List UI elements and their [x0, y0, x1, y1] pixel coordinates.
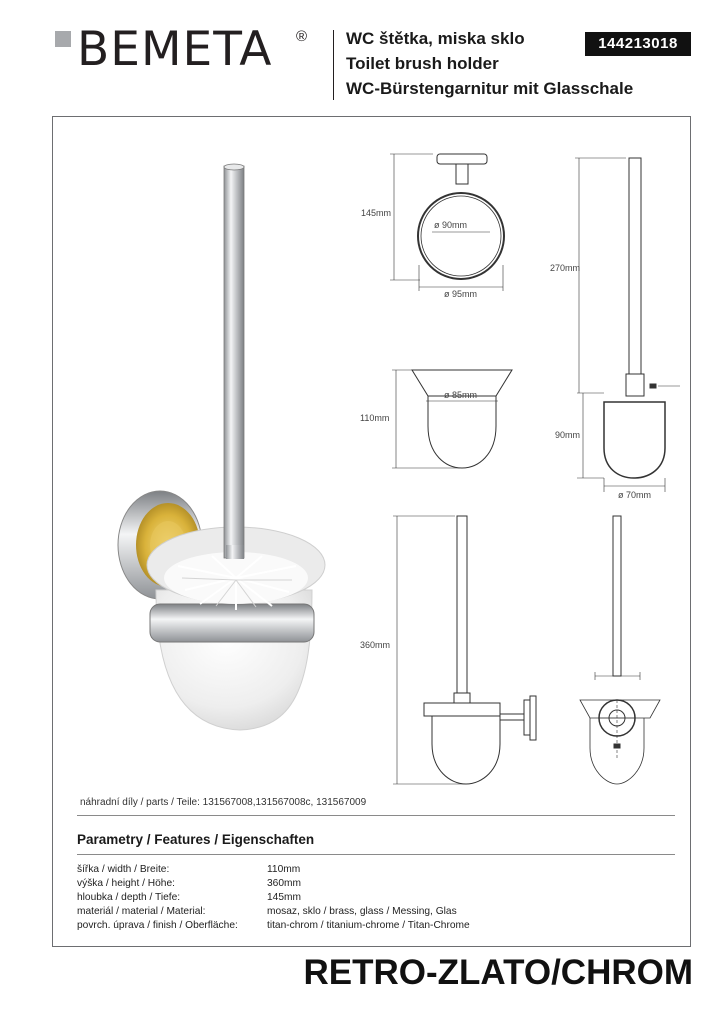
product-photo: [118, 164, 325, 730]
spec-value-depth: 145mm: [267, 892, 301, 903]
spec-label-width: šířka / width / Breite:: [77, 864, 170, 875]
dim-brush-length: 270mm: [550, 263, 581, 273]
product-code: 144213018: [585, 32, 691, 56]
spec-value-height: 360mm: [267, 878, 301, 889]
spec-value-material: mosaz, sklo / brass, glass / Messing, Glas: [267, 906, 457, 917]
title-german: WC-Bürstengarnitur mit Glasschale: [346, 79, 634, 98]
chrome-ring: [150, 604, 314, 642]
dim-head-diameter: ø 70mm: [618, 490, 652, 500]
divider-params: [77, 854, 675, 855]
spec-value-finish: titan-chrom / titanium-chrome / Titan-Chrome: [267, 920, 470, 931]
registered-mark: ®: [296, 28, 308, 45]
title-english: Toilet brush holder: [346, 54, 499, 73]
dim-holder-height: 145mm: [361, 208, 392, 218]
params-title: Parametry / Features / Eigenschaften: [77, 832, 315, 847]
dim-ring-inner: ø 90mm: [434, 220, 468, 230]
drawing-assembly-front: [580, 516, 660, 784]
dim-brush-head: 90mm: [555, 430, 581, 440]
title-czech: WC štětka, miska sklo: [346, 29, 525, 48]
drawing-bowl: [392, 370, 512, 468]
spare-parts-line: náhradní díly / parts / Teile: 131567008,131567008c, 131567009: [80, 797, 367, 808]
spec-label-finish: povrch. úprava / finish / Oberfläche:: [77, 920, 238, 931]
brush-handle: [224, 166, 244, 558]
brand-logo: BEMETA: [77, 22, 273, 77]
spec-value-width: 110mm: [267, 864, 301, 875]
spec-label-material: materiál / material / Material:: [77, 906, 206, 917]
dim-ring-outer: ø 95mm: [444, 289, 478, 299]
spec-label-height: výška / height / Höhe:: [77, 878, 175, 889]
divider-top: [77, 815, 675, 816]
dim-bowl-height: 110mm: [360, 413, 390, 423]
spec-label-depth: hloubka / depth / Tiefe:: [77, 892, 181, 903]
drawing-brush-side: [575, 158, 680, 492]
dim-total-height: 360mm: [360, 640, 391, 650]
drawing-assembly-side: [393, 516, 536, 784]
finish-title: RETRO-ZLATO/CHROM: [303, 953, 693, 992]
dim-bowl-diameter: ø 85mm: [444, 390, 478, 400]
